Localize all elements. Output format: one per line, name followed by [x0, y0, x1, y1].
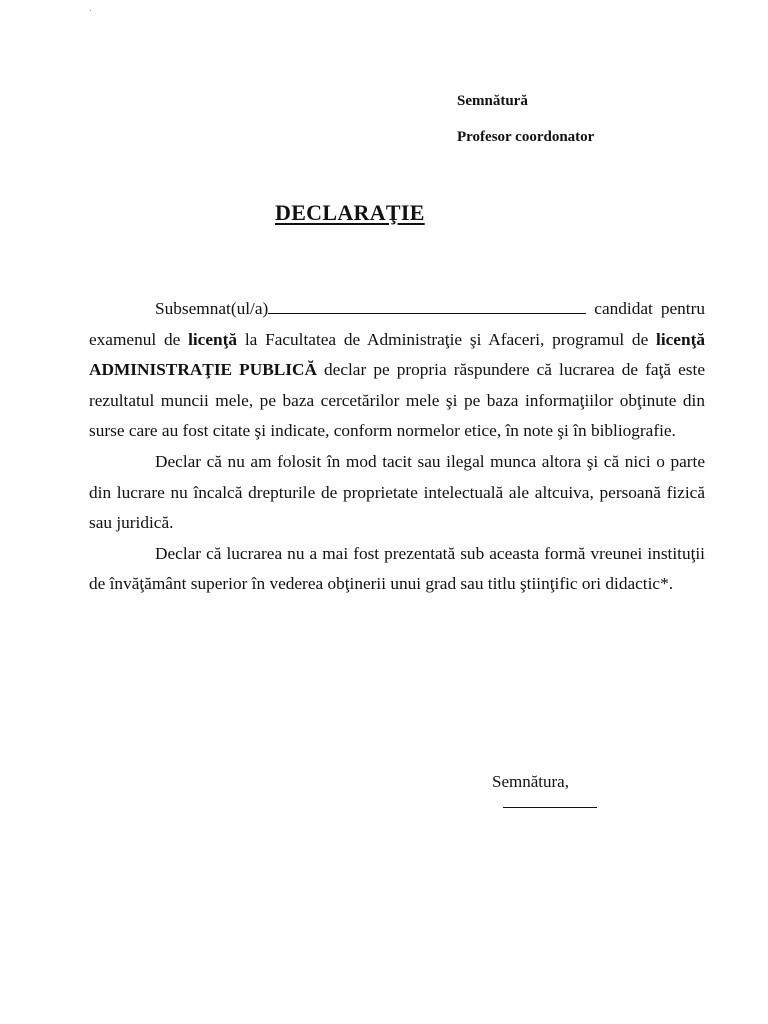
page-mark	[90, 10, 91, 11]
p1-licenta-2: licenţă	[656, 329, 705, 349]
coordinator-label: Profesor coordonator	[457, 129, 595, 145]
coordinator-signature-block	[457, 92, 594, 146]
document-title: DECLARAŢIE	[275, 200, 425, 225]
paragraph-1	[89, 294, 705, 447]
signature-label: Semnătură	[457, 93, 528, 109]
p1-candidat: candidat pentru examenul de	[89, 299, 705, 349]
paragraph-2: Declar că nu am folosit în mod tacit sau ilegal munca altora şi că nici o parte din lucrare nu încalcă drepturile de proprietate intelectuală ale altcuiva, persoană fizică sau juridică.	[89, 451, 705, 533]
p1-licenta-1: licenţă	[188, 329, 238, 349]
declaration-body	[89, 294, 705, 600]
p1-program-name: ADMINISTRAŢIE PUBLICĂ	[89, 360, 317, 380]
candidate-signature-label: Semnătura,	[492, 772, 569, 791]
p1-declar: declar pe propria răspundere că lucrarea de faţă este rezultatul muncii mele, pe baza cercetărilor mele şi pe baza informaţiilor obţinute din surse care au fost citate şi indicate, conform normelor etice, în note şi în bibliografie.	[89, 360, 705, 441]
p1-facultatea: la Facultatea de Administraţie şi Afaceri, programul de	[237, 329, 657, 349]
name-blank	[268, 299, 586, 314]
p1-subsemnat: Subsemnat(ul/a)	[155, 299, 269, 318]
paragraph-3: Declar că lucrarea nu a mai fost prezentată sub aceasta formă vreunei instituţii de învăţământ superior în vederea obţinerii unui grad sau titlu ştiinţific ori didactic*.	[89, 543, 705, 594]
signature-line	[503, 807, 597, 808]
